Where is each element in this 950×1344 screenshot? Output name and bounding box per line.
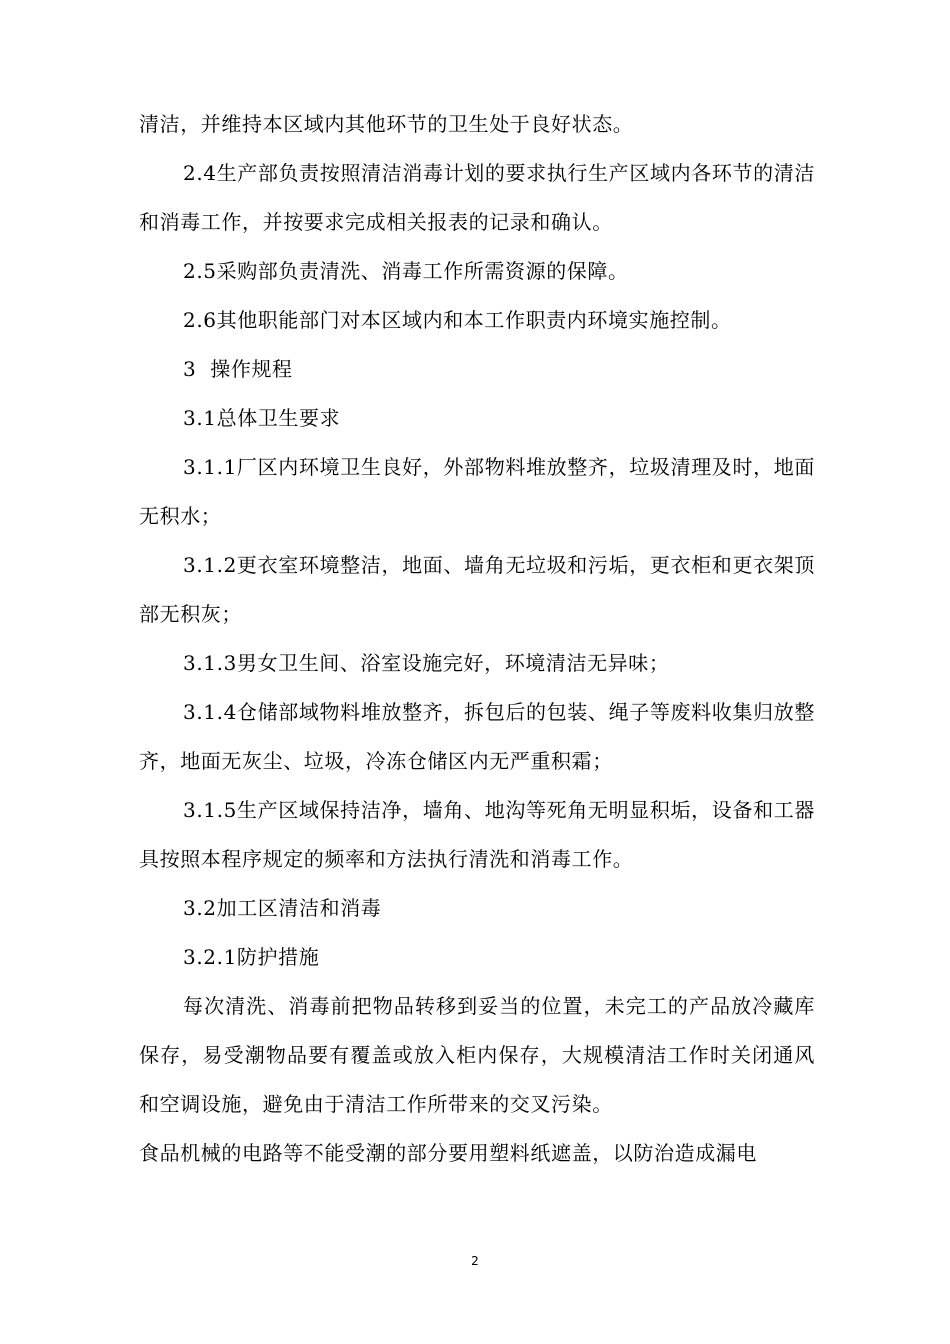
paragraph-3-1-4: 3.1.4仓储部域物料堆放整齐，拆包后的包装、绳子等废料收集归放整齐，地面无灰尘、垃圾，冷冻仓储区内无严重积霜； bbox=[139, 700, 815, 773]
paragraph-3-1-5: 3.1.5生产区域保持洁净，墙角、地沟等死角无明显积垢，设备和工器具按照本程序规定的频率和方法执行清洗和消毒工作。 bbox=[139, 798, 815, 871]
subsection-heading-3-1: 3.1总体卫生要求 bbox=[183, 406, 341, 430]
paragraph-2: 2.4生产部负责按照清洁消毒计划的要求执行生产区域内各环节的清洁和消毒工作，并按要求完成相关报表的记录和确认。 bbox=[139, 161, 815, 234]
paragraph-machinery-cover: 食品机械的电路等不能受潮的部分要用塑料纸遮盖，以防治造成漏电 bbox=[139, 1141, 757, 1165]
paragraph-4: 2.6其他职能部门对本区域内和本工作职责内环境实施控制。 bbox=[183, 308, 732, 332]
paragraph-3: 2.5采购部负责清洗、消毒工作所需资源的保障。 bbox=[183, 259, 629, 283]
paragraph-protection-measures: 每次清洗、消毒前把物品转移到妥当的位置，未完工的产品放冷藏库保存，易受潮物品要有覆盖或放入柜内保存，大规模清洁工作时关闭通风和空调设施，避免由于清洁工作所带来的交叉污染。 bbox=[139, 994, 815, 1116]
page-number: 2 bbox=[471, 1254, 479, 1268]
paragraph-3-1-2: 3.1.2更衣室环境整洁，地面、墙角无垃圾和污垢，更衣柜和更衣架顶部无积灰； bbox=[139, 553, 815, 626]
subsection-heading-3-2: 3.2加工区清洁和消毒 bbox=[183, 896, 382, 920]
body-text bbox=[139, 100, 815, 1178]
paragraph-1: 清洁，并维持本区域内其他环节的卫生处于良好状态。 bbox=[139, 112, 634, 136]
subsection-heading-3-2-1: 3.2.1防护措施 bbox=[183, 945, 320, 969]
paragraph-3-1-1: 3.1.1厂区内环境卫生良好，外部物料堆放整齐，垃圾清理及时，地面无积水； bbox=[139, 455, 815, 528]
paragraph-3-1-3: 3.1.3男女卫生间、浴室设施完好，环境清洁无异味； bbox=[183, 651, 670, 675]
section-heading-3: 3 操作规程 bbox=[183, 357, 293, 381]
